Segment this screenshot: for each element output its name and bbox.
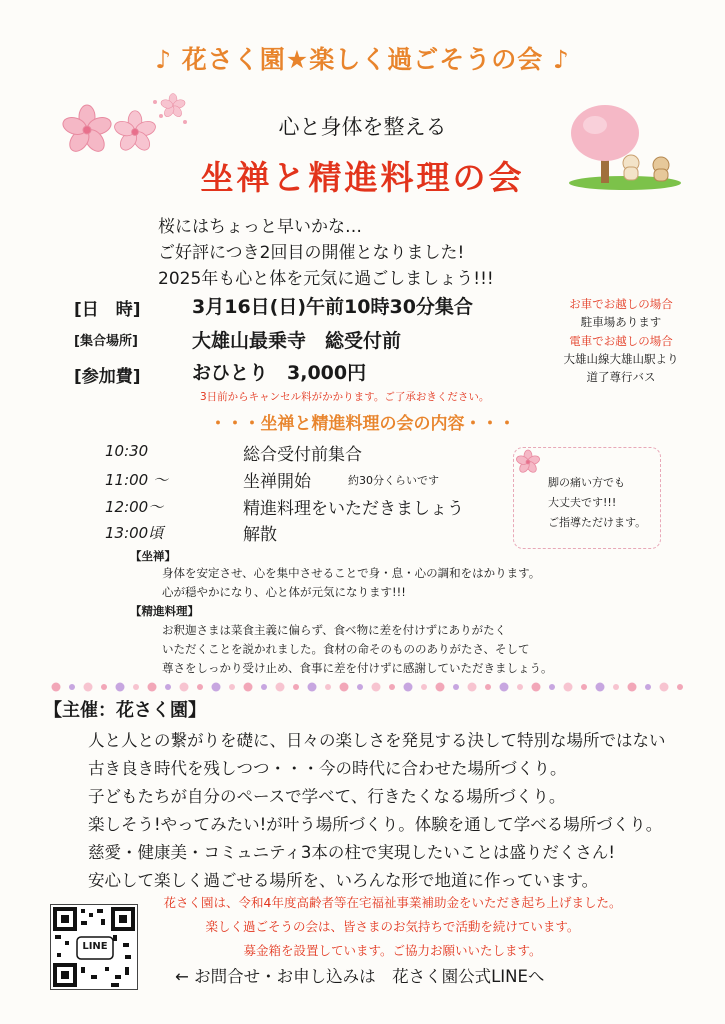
divider-dot	[101, 684, 107, 690]
divider-dot	[357, 684, 363, 690]
footer-line-2: 楽しく過ごそうの会は、皆さまのお気持ちで活動を続けています。	[205, 919, 580, 934]
schedule-item-4: 解散	[243, 525, 277, 545]
divider-dot	[677, 684, 683, 690]
organizer-line-5: 慈愛・健康美・コミュニティ3本の柱で実現したいことは盛りだくさん!	[88, 843, 615, 862]
divider-dot	[84, 683, 93, 692]
divider-dot	[133, 684, 139, 690]
bubble-line-1: 脚の痛い方でも	[548, 476, 625, 489]
divider-dot	[261, 684, 267, 690]
divider-dot	[500, 683, 509, 692]
divider-dot	[645, 684, 651, 690]
divider-dot	[325, 684, 331, 690]
bubble-line-3: ご指導ただけます。	[548, 516, 647, 529]
divider-dot	[628, 683, 637, 692]
divider-dot	[244, 683, 253, 692]
divider-dot	[52, 683, 61, 692]
divider-dot	[69, 684, 75, 690]
organizer-line-6: 安心して楽しく過ごせる場所を、いろんな形で地道に作っています。	[88, 871, 599, 890]
zazen-line-1: 身体を安定させ、心を集中させることで身・息・心の調和をはかります。	[162, 566, 541, 580]
organizer-line-1: 人と人との繋がりを礎に、日々の楽しさを発見する決して特別な場所ではない	[88, 731, 666, 750]
contact-line[interactable]: ← お問合せ・お申し込みは 花さく園公式LINEへ	[175, 967, 545, 986]
schedule-time-3: 12:00～	[105, 498, 164, 516]
car-access-text: 駐車場あります	[580, 315, 662, 329]
train-access-title: 電車でお越しの場合	[569, 334, 673, 348]
schedule-time-2: 11:00 ～	[105, 471, 168, 489]
place-value: 大雄山最乗寺 総受付前	[192, 330, 402, 352]
divider-dot	[549, 684, 555, 690]
intro-line-1: 桜にはちょっと早いかな…	[158, 217, 362, 237]
schedule-time-1: 10:30	[105, 442, 149, 460]
car-access-title: お車でお越しの場合	[569, 297, 673, 311]
organizer-line-3: 子どもたちが自分のペースで学べて、行きたくなる場所づくり。	[88, 787, 566, 806]
fee-label: [参加費]	[74, 367, 141, 387]
event-title: 坐禅と精進料理の会	[200, 158, 525, 197]
divider-dot	[660, 683, 669, 692]
divider-dot	[532, 683, 541, 692]
train-access-line-1: 大雄山線大雄山駅より	[563, 352, 679, 366]
divider-dot	[613, 684, 619, 690]
organizer-line-2: 古き良き時代を残しつつ・・・今の時代に合わせた場所づくり。	[88, 759, 567, 778]
divider-dot	[564, 683, 573, 692]
divider-dot	[436, 683, 445, 692]
qr-label: LINE	[82, 941, 108, 952]
divider-dot	[148, 683, 157, 692]
shojin-label: 【精進料理】	[130, 604, 199, 618]
divider-dot	[165, 684, 171, 690]
schedule-item-3: 精進料理をいただきましょう	[243, 499, 464, 519]
divider-dot	[404, 683, 413, 692]
place-label: [集合場所]	[74, 334, 138, 349]
divider-dot	[180, 683, 189, 692]
zazen-label: 【坐禅】	[130, 549, 176, 563]
footer-line-3: 募金箱を設置しています。ご協力お願いいたします。	[243, 943, 542, 958]
divider-dot	[421, 684, 427, 690]
divider-dot	[372, 683, 381, 692]
header-title: ♪ 花さく園★楽しく過ごそうの会 ♪	[155, 45, 570, 74]
organizer-line-4: 楽しそう!やってみたい!が叶う場所づくり。体験を通して学べる場所づくり。	[88, 815, 663, 834]
shojin-line-1: お釈迦さまは菜食主義に偏らず、食べ物に差を付けずにありがたく	[162, 623, 507, 637]
divider-dot	[468, 683, 477, 692]
divider-dot	[340, 683, 349, 692]
bubble-line-2: 大丈夫です!!!	[548, 496, 617, 509]
divider-dot	[276, 683, 285, 692]
divider-dot	[308, 683, 317, 692]
schedule-time-4: 13:00頃	[105, 524, 164, 542]
divider-dot	[229, 684, 235, 690]
divider-dot	[212, 683, 221, 692]
divider-dot	[293, 684, 299, 690]
intro-line-2: ご好評につき2回目の開催となりました!	[158, 243, 465, 263]
footer-line-1: 花さく園は、令和4年度高齢者等在宅福祉事業補助金をいただき起ち上げました。	[163, 895, 622, 910]
divider-dot	[485, 684, 491, 690]
divider-dot	[581, 684, 587, 690]
organizer-label: 【主催：花さく園】	[44, 700, 206, 721]
cancel-note: 3日前からキャンセル料がかかります。ご了承おきください。	[200, 391, 490, 403]
train-access-line-2: 道了尊行バス	[586, 370, 656, 384]
event-subtitle: 心と身体を整える	[278, 115, 447, 139]
divider-dot	[116, 683, 125, 692]
schedule-heading: ・・・坐禅と精進料理の会の内容・・・	[209, 414, 516, 434]
divider-dot	[517, 684, 523, 690]
line-qr-code[interactable]	[50, 904, 138, 990]
divider-dot	[197, 684, 203, 690]
schedule-note-2: 約30分くらいです	[348, 474, 439, 487]
divider-dot	[596, 683, 605, 692]
intro-line-3: 2025年も心と体を元気に過ごしましょう!!!	[158, 269, 494, 289]
schedule-item-1: 総合受付前集合	[243, 445, 362, 465]
date-label: [日 時]	[74, 300, 141, 320]
sakura-icon	[514, 448, 544, 478]
zazen-line-2: 心が穏やかになり、心と体が元気になります!!!	[162, 585, 406, 599]
divider-dot	[389, 684, 395, 690]
shojin-line-3: 尊さをしっかり受け止め、食事に差を付けずに感謝していただきましょう。	[162, 661, 553, 675]
fee-value: おひとり 3,000円	[192, 362, 367, 384]
shojin-line-2: いただくことを説かれました。食材の命そのもののありがたさ、そして	[162, 642, 530, 656]
decorative-flower-divider	[50, 681, 690, 693]
schedule-item-2: 坐禅開始	[243, 472, 311, 492]
divider-dot	[453, 684, 459, 690]
date-value: 3月16日(日)午前10時30分集合	[192, 296, 473, 318]
